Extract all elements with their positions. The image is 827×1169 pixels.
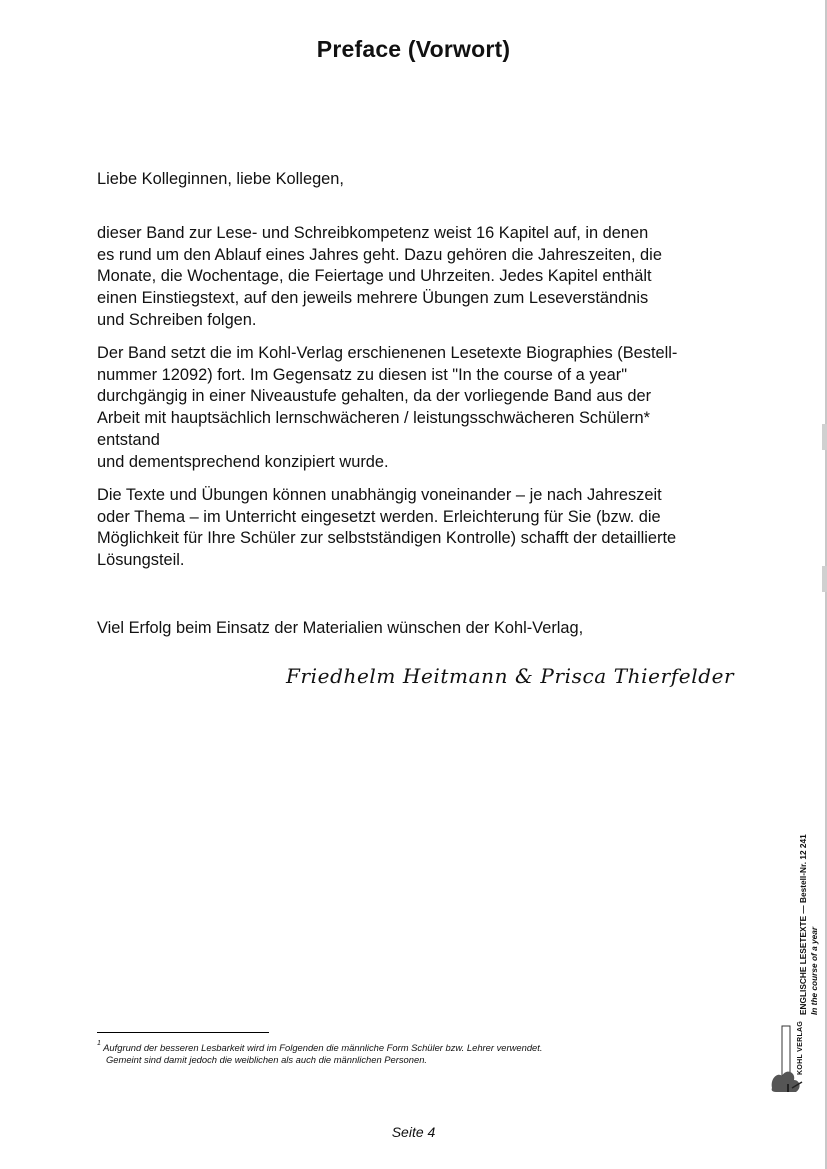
paragraph-line: oder Thema – im Unterricht eingesetzt werden. Erleichterung für Sie (bzw. die	[97, 507, 661, 526]
paragraph-line: entstand	[97, 430, 160, 449]
page-edge-notch	[822, 566, 827, 592]
footnote-marker: 1	[97, 1040, 101, 1047]
paragraph-line: einen Einstiegstext, auf den jeweils mehrere Übungen zum Leseverständnis	[97, 289, 649, 308]
paragraph-line: nummer 12092) fort. Im Gegensatz zu diesen ist "In the course of a year"	[97, 365, 628, 384]
paragraph-line: Möglichkeit für Ihre Schüler zur selbstständigen Kontrolle) schafft der detaillierte	[97, 529, 677, 548]
closing-line: Viel Erfolg beim Einsatz der Materialien wünschen der Kohl-Verlag,	[97, 619, 584, 637]
footnote	[97, 1040, 542, 1066]
paragraph-2	[97, 343, 757, 473]
paragraph-line: Monate, die Wochentage, die Feiertage und Uhrzeiten. Jedes Kapitel enthält	[97, 267, 652, 286]
paragraph-3	[97, 485, 757, 572]
signature: Friedhelm Heitmann & Prisca Thierfelder	[286, 664, 735, 688]
paragraph-line: Der Band setzt die im Kohl-Verlag erschienenen Lesetexte Biographies (Bestell-	[97, 344, 678, 362]
page-edge-notch	[822, 424, 827, 450]
paragraph-line: und dementsprechend konzipiert wurde.	[97, 452, 389, 471]
series-title: ENGLISCHE LESETEXTE — Bestell-Nr. 12 241	[798, 834, 808, 1015]
paragraph-line: Die Texte und Übungen können unabhängig voneinander – je nach Jahreszeit	[97, 486, 662, 504]
paragraph-line: dieser Band zur Lese- und Schreibkompetenz weist 16 Kapitel auf, in denen	[97, 224, 649, 242]
paragraph-line: durchgängig in einer Niveaustufe gehalten, da der vorliegende Band aus der	[97, 387, 652, 406]
footnote-line: Aufgrund der besseren Lesbarkeit wird im Folgenden die männliche Form Schüler bzw. Lehrer verwendet.	[103, 1042, 543, 1054]
footnote-line: Gemeint sind damit jedoch die weiblichen als auch die männlichen Personen.	[106, 1054, 428, 1066]
series-side-label	[798, 795, 820, 1015]
greeting: Liebe Kolleginnen, liebe Kollegen,	[97, 170, 344, 188]
footnote-rule	[97, 1032, 269, 1033]
paragraph-1	[97, 223, 757, 332]
publisher-logo-text: KOHL VERLAG	[797, 1020, 804, 1075]
paragraph-line: und Schreiben folgen.	[97, 310, 257, 329]
page-title: Preface (Vorwort)	[316, 36, 511, 62]
paragraph-line: Lösungsteil.	[97, 551, 185, 570]
paragraph-line: es rund um den Ablauf eines Jahres geht. Dazu gehören die Jahreszeiten, die	[97, 245, 662, 264]
paragraph-line: Arbeit mit hauptsächlich lernschwächeren / leistungsschwächeren Schülern*	[97, 409, 651, 428]
book-title: In the course of a year	[809, 926, 819, 1015]
page-number: Seite 4	[391, 1124, 436, 1140]
